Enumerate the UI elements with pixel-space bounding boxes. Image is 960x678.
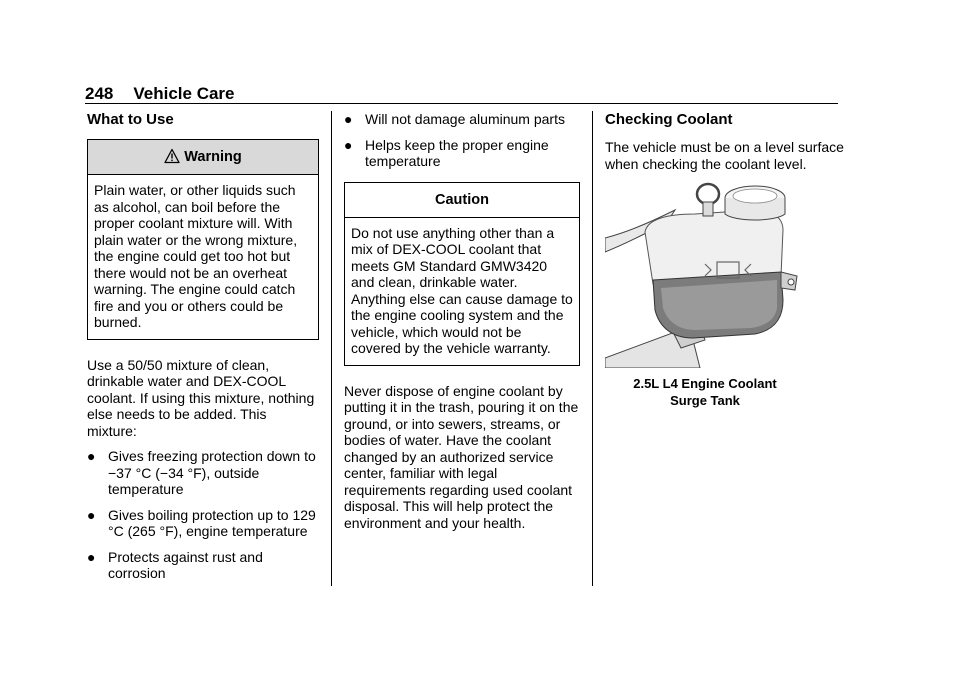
column-divider-1	[331, 111, 332, 586]
figure-caption	[605, 376, 805, 409]
warning-body: Plain water, or other liquids such as alcohol, can boil before the proper coolant mixture will. With plain water or the wrong mixture, the engine could get too hot but there would not be an overheat warning. The engine could catch fire and you or others could be burned.	[94, 182, 298, 330]
list-item: ● Protects against rust and corrosion	[87, 548, 263, 581]
caution-body: Do not use anything other than a mix of DEX-COOL coolant that meets GM Standard GMW3420 and clean, drinkable water. Anything else can cause damage to the engine cooling system and the vehicle, which would not be covered by the vehicle warranty.	[351, 224, 573, 356]
list-item: ● Will not damage aluminum parts	[344, 111, 565, 127]
column-1	[87, 111, 319, 591]
caution-title: Caution	[435, 191, 489, 208]
section-title: Vehicle Care	[133, 84, 235, 103]
page-number: 248	[85, 84, 114, 103]
disposal-paragraph: Never dispose of engine coolant by putting it in the trash, pouring it on the ground, or into sewers, streams, or bodies of water. Have the coolant changed by an authorized service center, familiar with legal requirements regarding used coolant disposal. This will help protect the environment and your health.	[344, 382, 579, 531]
caution-header	[345, 183, 579, 218]
column-3	[605, 111, 845, 409]
coolant-surge-tank-illustration	[605, 180, 805, 368]
checking-coolant-heading: Checking Coolant	[605, 111, 733, 128]
list-item: ● Helps keep the proper engine temperature	[344, 136, 549, 169]
benefit-bullet-list	[344, 111, 580, 170]
bullet-icon: ●	[87, 548, 96, 565]
level-surface-paragraph: The vehicle must be on a level surface when checking the coolant level.	[605, 139, 844, 172]
warning-header	[88, 140, 318, 175]
caution-box	[344, 182, 580, 366]
bullet-icon: ●	[344, 111, 353, 127]
column-divider-2	[592, 111, 593, 586]
bullet-icon: ●	[87, 506, 96, 523]
mixture-bullet-list	[87, 448, 319, 582]
list-item: ● Gives freezing protection down to −37 °C (−34 °F), outside temperature	[87, 448, 316, 497]
header-rule	[85, 103, 838, 104]
warning-box	[87, 139, 319, 340]
warning-triangle-icon	[164, 143, 180, 177]
page-header	[85, 84, 235, 104]
warning-title: Warning	[184, 149, 242, 165]
caption-line-2: Surge Tank	[670, 392, 740, 408]
list-item: ● Gives boiling protection up to 129 °C (265 °F), engine temperature	[87, 506, 316, 539]
what-to-use-heading: What to Use	[87, 111, 174, 128]
caption-line-1: 2.5L L4 Engine Coolant	[633, 376, 777, 391]
bullet-icon: ●	[344, 136, 353, 153]
bullet-icon: ●	[87, 448, 96, 464]
mixture-paragraph: Use a 50/50 mixture of clean, drinkable water and DEX-COOL coolant. If using this mixture, nothing else needs to be added. This mixture:	[87, 356, 315, 439]
column-2	[344, 111, 580, 531]
